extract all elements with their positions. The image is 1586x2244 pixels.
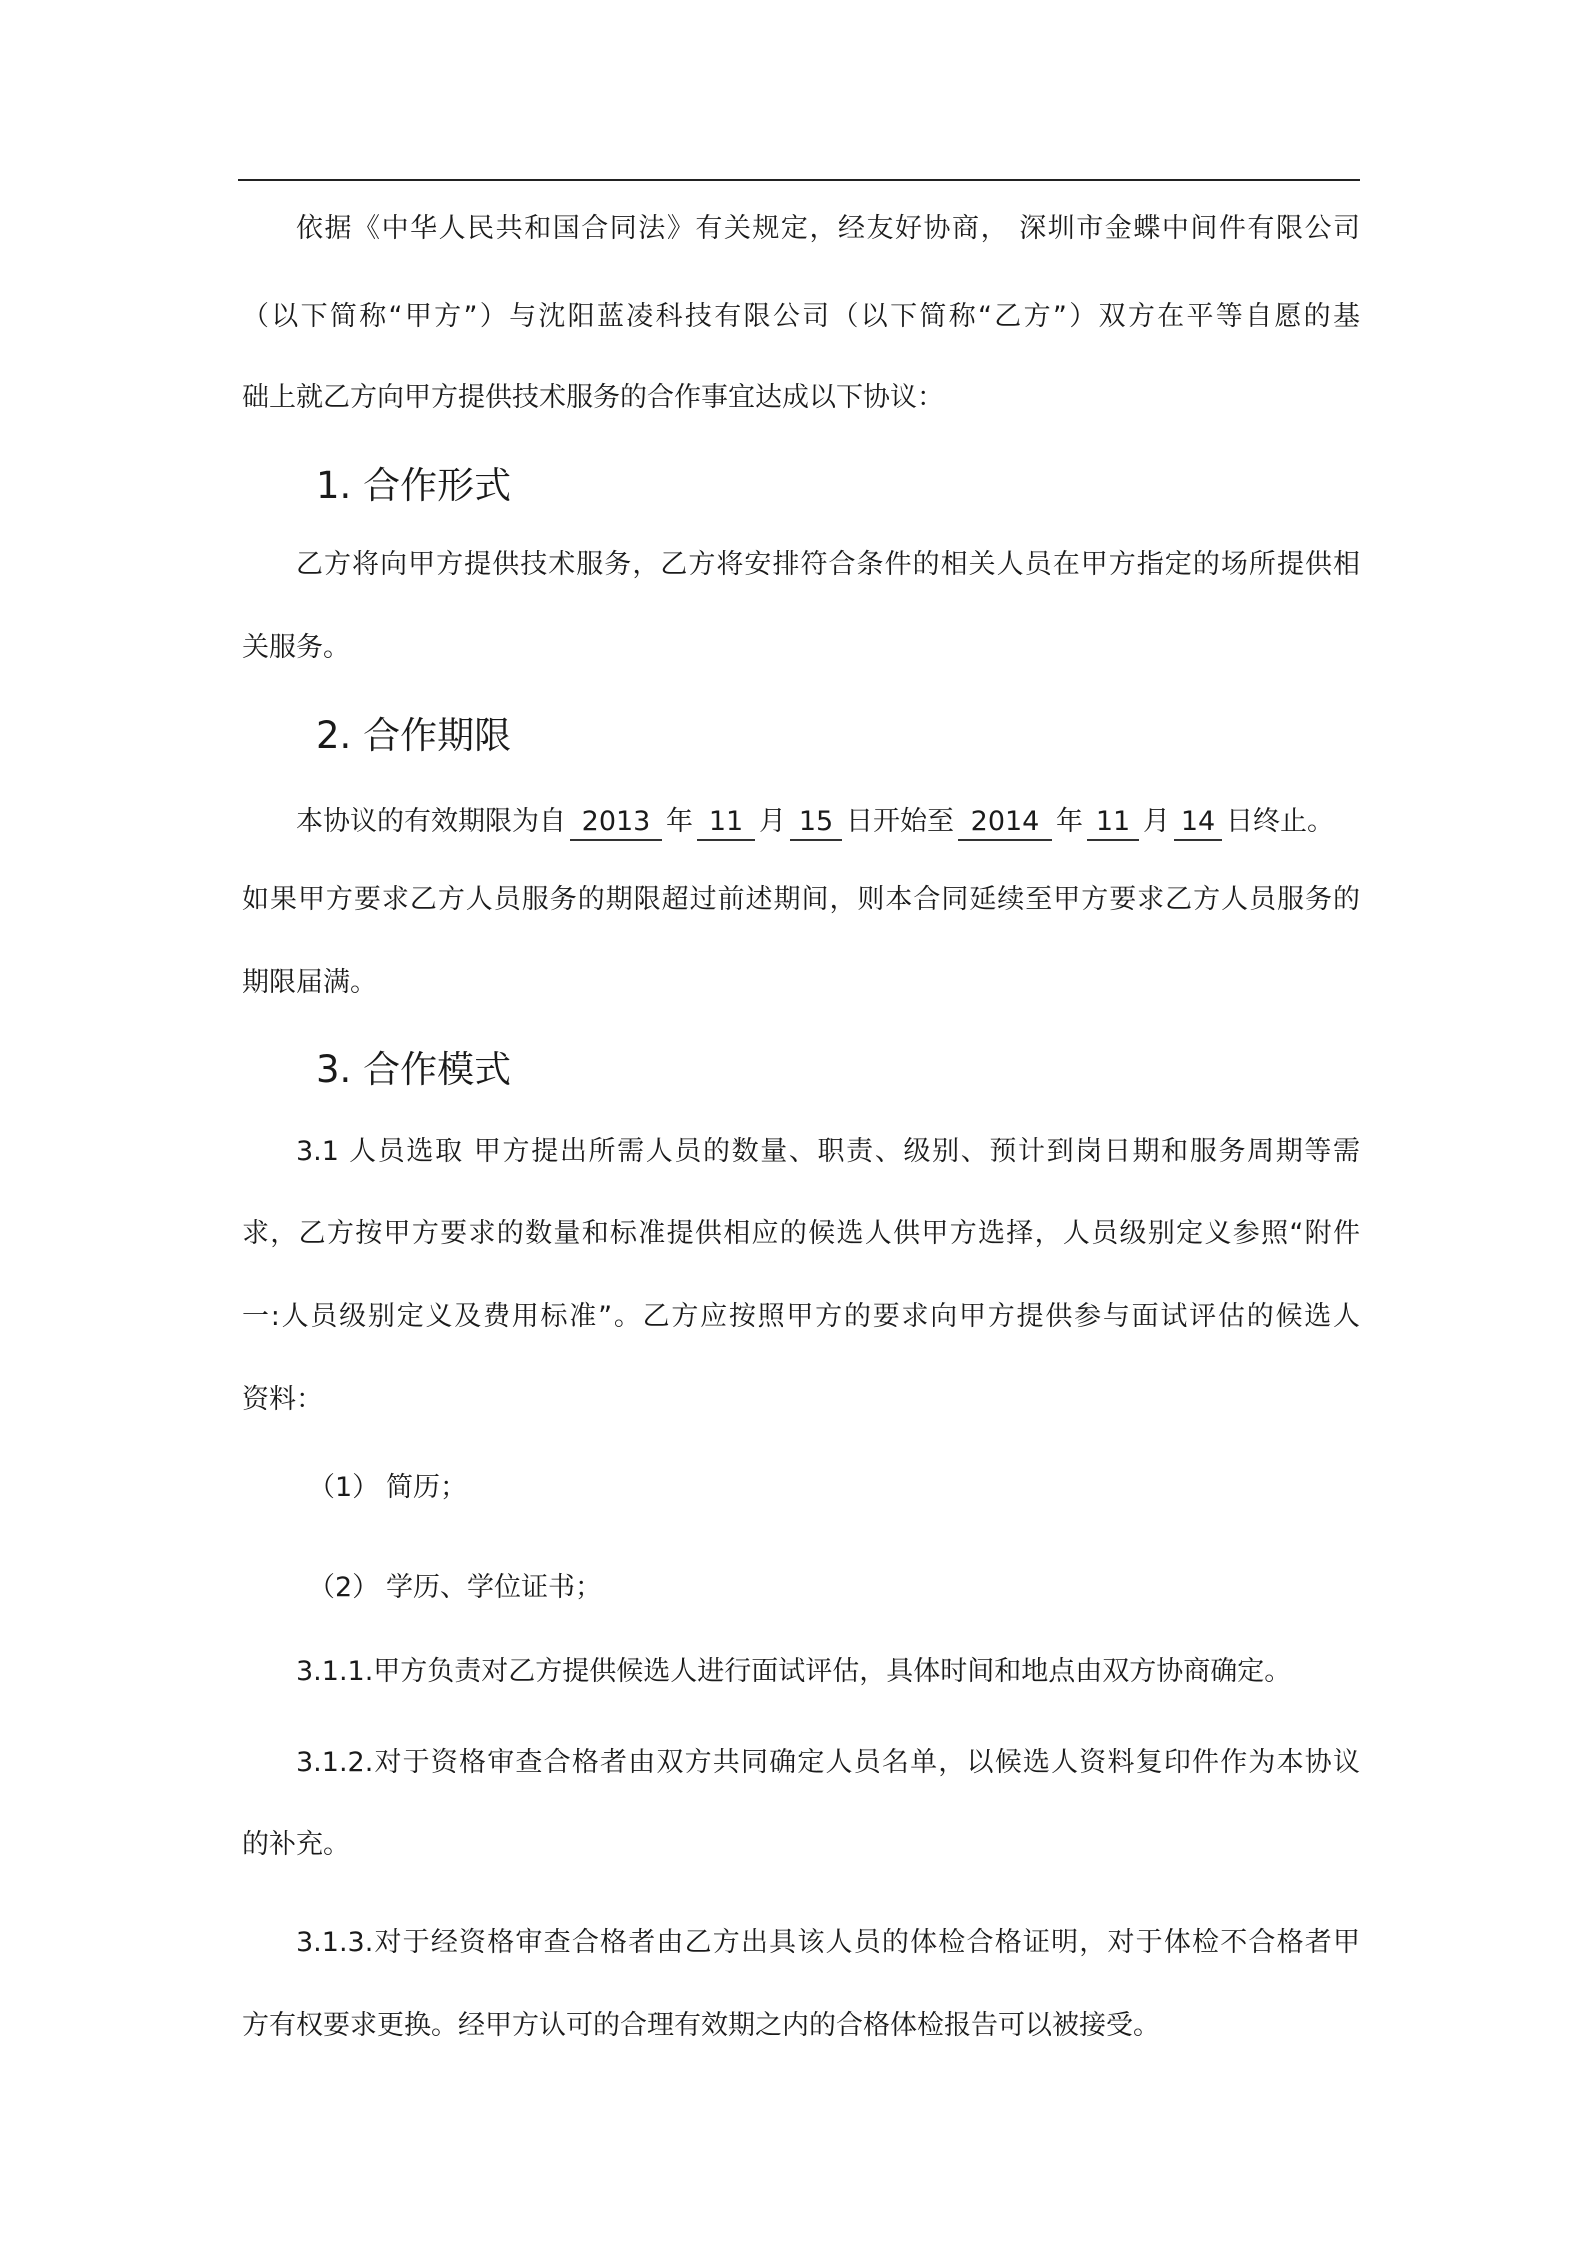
- year-label: 年: [666, 806, 693, 837]
- section-2-heading: 2. 合作期限: [316, 714, 512, 757]
- list-item: [308, 1568, 1360, 1608]
- term-suffix: 日终止。: [1226, 806, 1334, 837]
- end-day-field: 14: [1174, 805, 1222, 841]
- start-day-field: 15: [790, 805, 842, 841]
- list-item: [308, 1468, 1360, 1508]
- start-month-field: 11: [697, 805, 755, 841]
- p312-line-2: 的补充。: [242, 1829, 350, 1860]
- list-text: 简历；: [386, 1472, 467, 1503]
- term-prefix: 本协议的有效期限为自: [296, 806, 566, 837]
- p31-line-1: 3.1 人员选取 甲方提出所需人员的数量、职责、级别、预计到岗日期和服务周期等需: [296, 1136, 1360, 1167]
- header-rule: [238, 179, 1360, 181]
- p31-line-4: 资料：: [242, 1384, 323, 1415]
- section-1-heading: 1. 合作形式: [316, 464, 512, 507]
- p313-line-1: 3.1.3.对于经资格审查合格者由乙方出具该人员的体检合格证明，对于体检不合格者甲: [296, 1927, 1360, 1958]
- list-number: （1）: [308, 1472, 380, 1503]
- end-year-field: 2014: [958, 805, 1052, 841]
- section-2-line-2: 如果甲方要求乙方人员服务的期限超过前述期间，则本合同延续至甲方要求乙方人员服务的: [242, 884, 1360, 915]
- year-label: 年: [1056, 806, 1083, 837]
- month-label: 月: [1143, 806, 1170, 837]
- p31-line-3: 一:人员级别定义及费用标准”。乙方应按照甲方的要求向甲方提供参与面试评估的候选人: [242, 1301, 1360, 1332]
- intro-line-1: 依据《中华人民共和国合同法》有关规定，经友好协商， 深圳市金蝶中间件有限公司: [296, 213, 1360, 244]
- section-2-line-3: 期限届满。: [242, 967, 377, 998]
- p31-line-2: 求，乙方按甲方要求的数量和标准提供相应的候选人供甲方选择，人员级别定义参照“附件: [242, 1218, 1360, 1249]
- intro-line-3: 础上就乙方向甲方提供技术服务的合作事宜达成以下协议：: [242, 382, 944, 413]
- section-1-line-1: 乙方将向甲方提供技术服务，乙方将安排符合条件的相关人员在甲方指定的场所提供相: [296, 549, 1360, 580]
- list-number: （2）: [308, 1572, 380, 1603]
- term-middle: 日开始至: [846, 806, 954, 837]
- list-text: 学历、学位证书；: [386, 1572, 602, 1603]
- section-1-line-2: 关服务。: [242, 632, 350, 663]
- term-line: [296, 802, 1360, 842]
- section-3-heading: 3. 合作模式: [316, 1048, 512, 1091]
- month-label: 月: [759, 806, 786, 837]
- start-year-field: 2013: [570, 805, 662, 841]
- end-month-field: 11: [1087, 805, 1139, 841]
- p313-line-2: 方有权要求更换。经甲方认可的合理有效期之内的合格体检报告可以被接受。: [242, 2010, 1160, 2041]
- p312-line-1: 3.1.2.对于资格审查合格者由双方共同确定人员名单，以候选人资料复印件作为本协议: [296, 1747, 1360, 1778]
- intro-line-2: （以下简称“甲方”）与沈阳蓝凌科技有限公司（以下简称“乙方”）双方在平等自愿的基: [242, 301, 1360, 332]
- p311: 3.1.1.甲方负责对乙方提供候选人进行面试评估，具体时间和地点由双方协商确定。: [296, 1656, 1292, 1687]
